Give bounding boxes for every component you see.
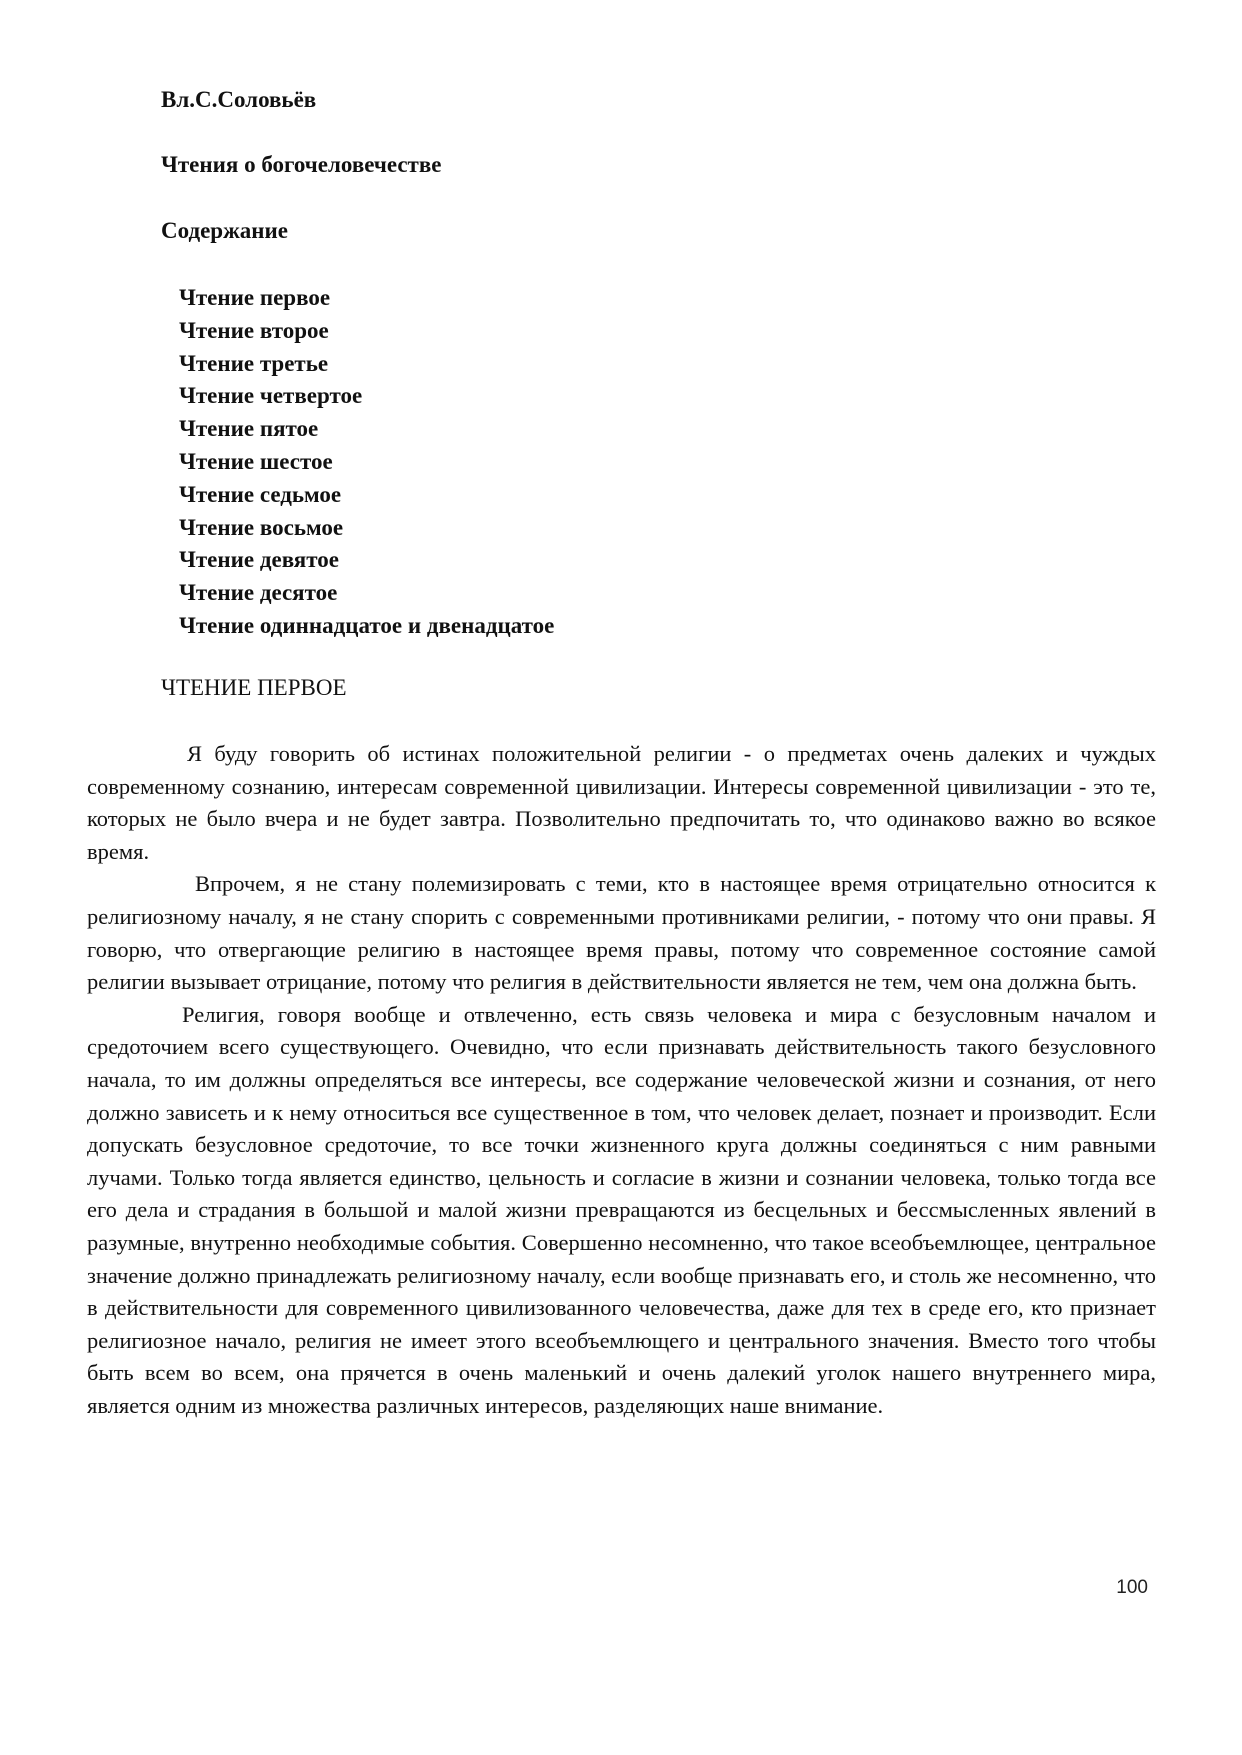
toc-item: Чтение седьмое (179, 481, 342, 507)
book-title: Чтения о богочеловечестве (161, 152, 442, 177)
toc-item: Чтение шестое (179, 448, 333, 474)
section-title: ЧТЕНИЕ ПЕРВОЕ (161, 675, 347, 700)
toc-item: Чтение одиннадцатое и двенадцатое (179, 612, 555, 638)
toc-item: Чтение первое (179, 285, 331, 310)
toc-item: Чтение восьмое (179, 514, 344, 540)
toc-item: Чтение четвертое (179, 383, 363, 409)
toc-item: Чтение девятое (179, 547, 339, 573)
toc-item: Чтение пятое (179, 416, 319, 442)
author-name: Вл.С.Соловьёв (161, 87, 317, 112)
toc-item: Чтение вторoe (179, 317, 329, 343)
page-number: 100 (1116, 1577, 1148, 1598)
paragraph: Религия, говоря вообще и отвлеченно, есть связь человека и мира с безусловным началом и средоточием всего существующего. Очевидно, что если признавать действительность такого безусловного начала, то им должны определяться все интересы, все содержание человеческой жизни и сознания, от него должно зависеть и к нему относиться все существенное в том, что человек делает, познает и производит. Если допускать безусловное средоточие, то все точки жизненного круга должны соединяться с ним равными лучами. Только тогда является единство, цельность и согласие в жизни и сознании человека, только тогда все его дела и страдания в большой и малой жизни превращаются из бесцельных и бессмысленных явлений в разумные, внутренно необходимые события. Совершенно несомненно, что такое всеобъемлющее, центральное значение должно принадлежать религиозному началу, если вообще признавать его, и столь же несомненно, что в действительности для современного цивилизованного человечества, даже для тех в среде его, кто признает религиозное начало, религия не имеет этого всеобъемлющего и центрального значения. Вместо того чтобы быть всем во всем, она прячется в очень маленький и очень далекий уголок нашего внутреннего мира, является одним из множества различных интересов, разделяющих наше внимание. (87, 1001, 1156, 1418)
toc-item: Чтение десятое (179, 580, 338, 606)
toc-item: Чтение третье (179, 350, 329, 376)
table-of-contents (179, 282, 554, 643)
paragraph: Я буду говорить об истинах положительной религии - о предметах очень далеких и чуждых современному сознанию, интересам современной цивилизации. Интересы современной цивилизации - это те, которых не было вчера и не будет завтра. Позволительно предпочитать то, что одинаково важно во всякое время. (87, 741, 1156, 864)
contents-heading: Содержание (161, 218, 288, 243)
section-body (87, 738, 1156, 1422)
paragraph: Впрочем, я не стану полемизировать с теми, кто в настоящее время отрицательно относится к религиозному началу, я не стану спорить с современными противниками религии, - потому что они правы. Я говорю, что отвергающие религию в настоящее время правы, потому что современное состояние самой религии вызывает отрицание, потому что религия в действительности является не тем, чем она должна быть. (87, 871, 1156, 995)
